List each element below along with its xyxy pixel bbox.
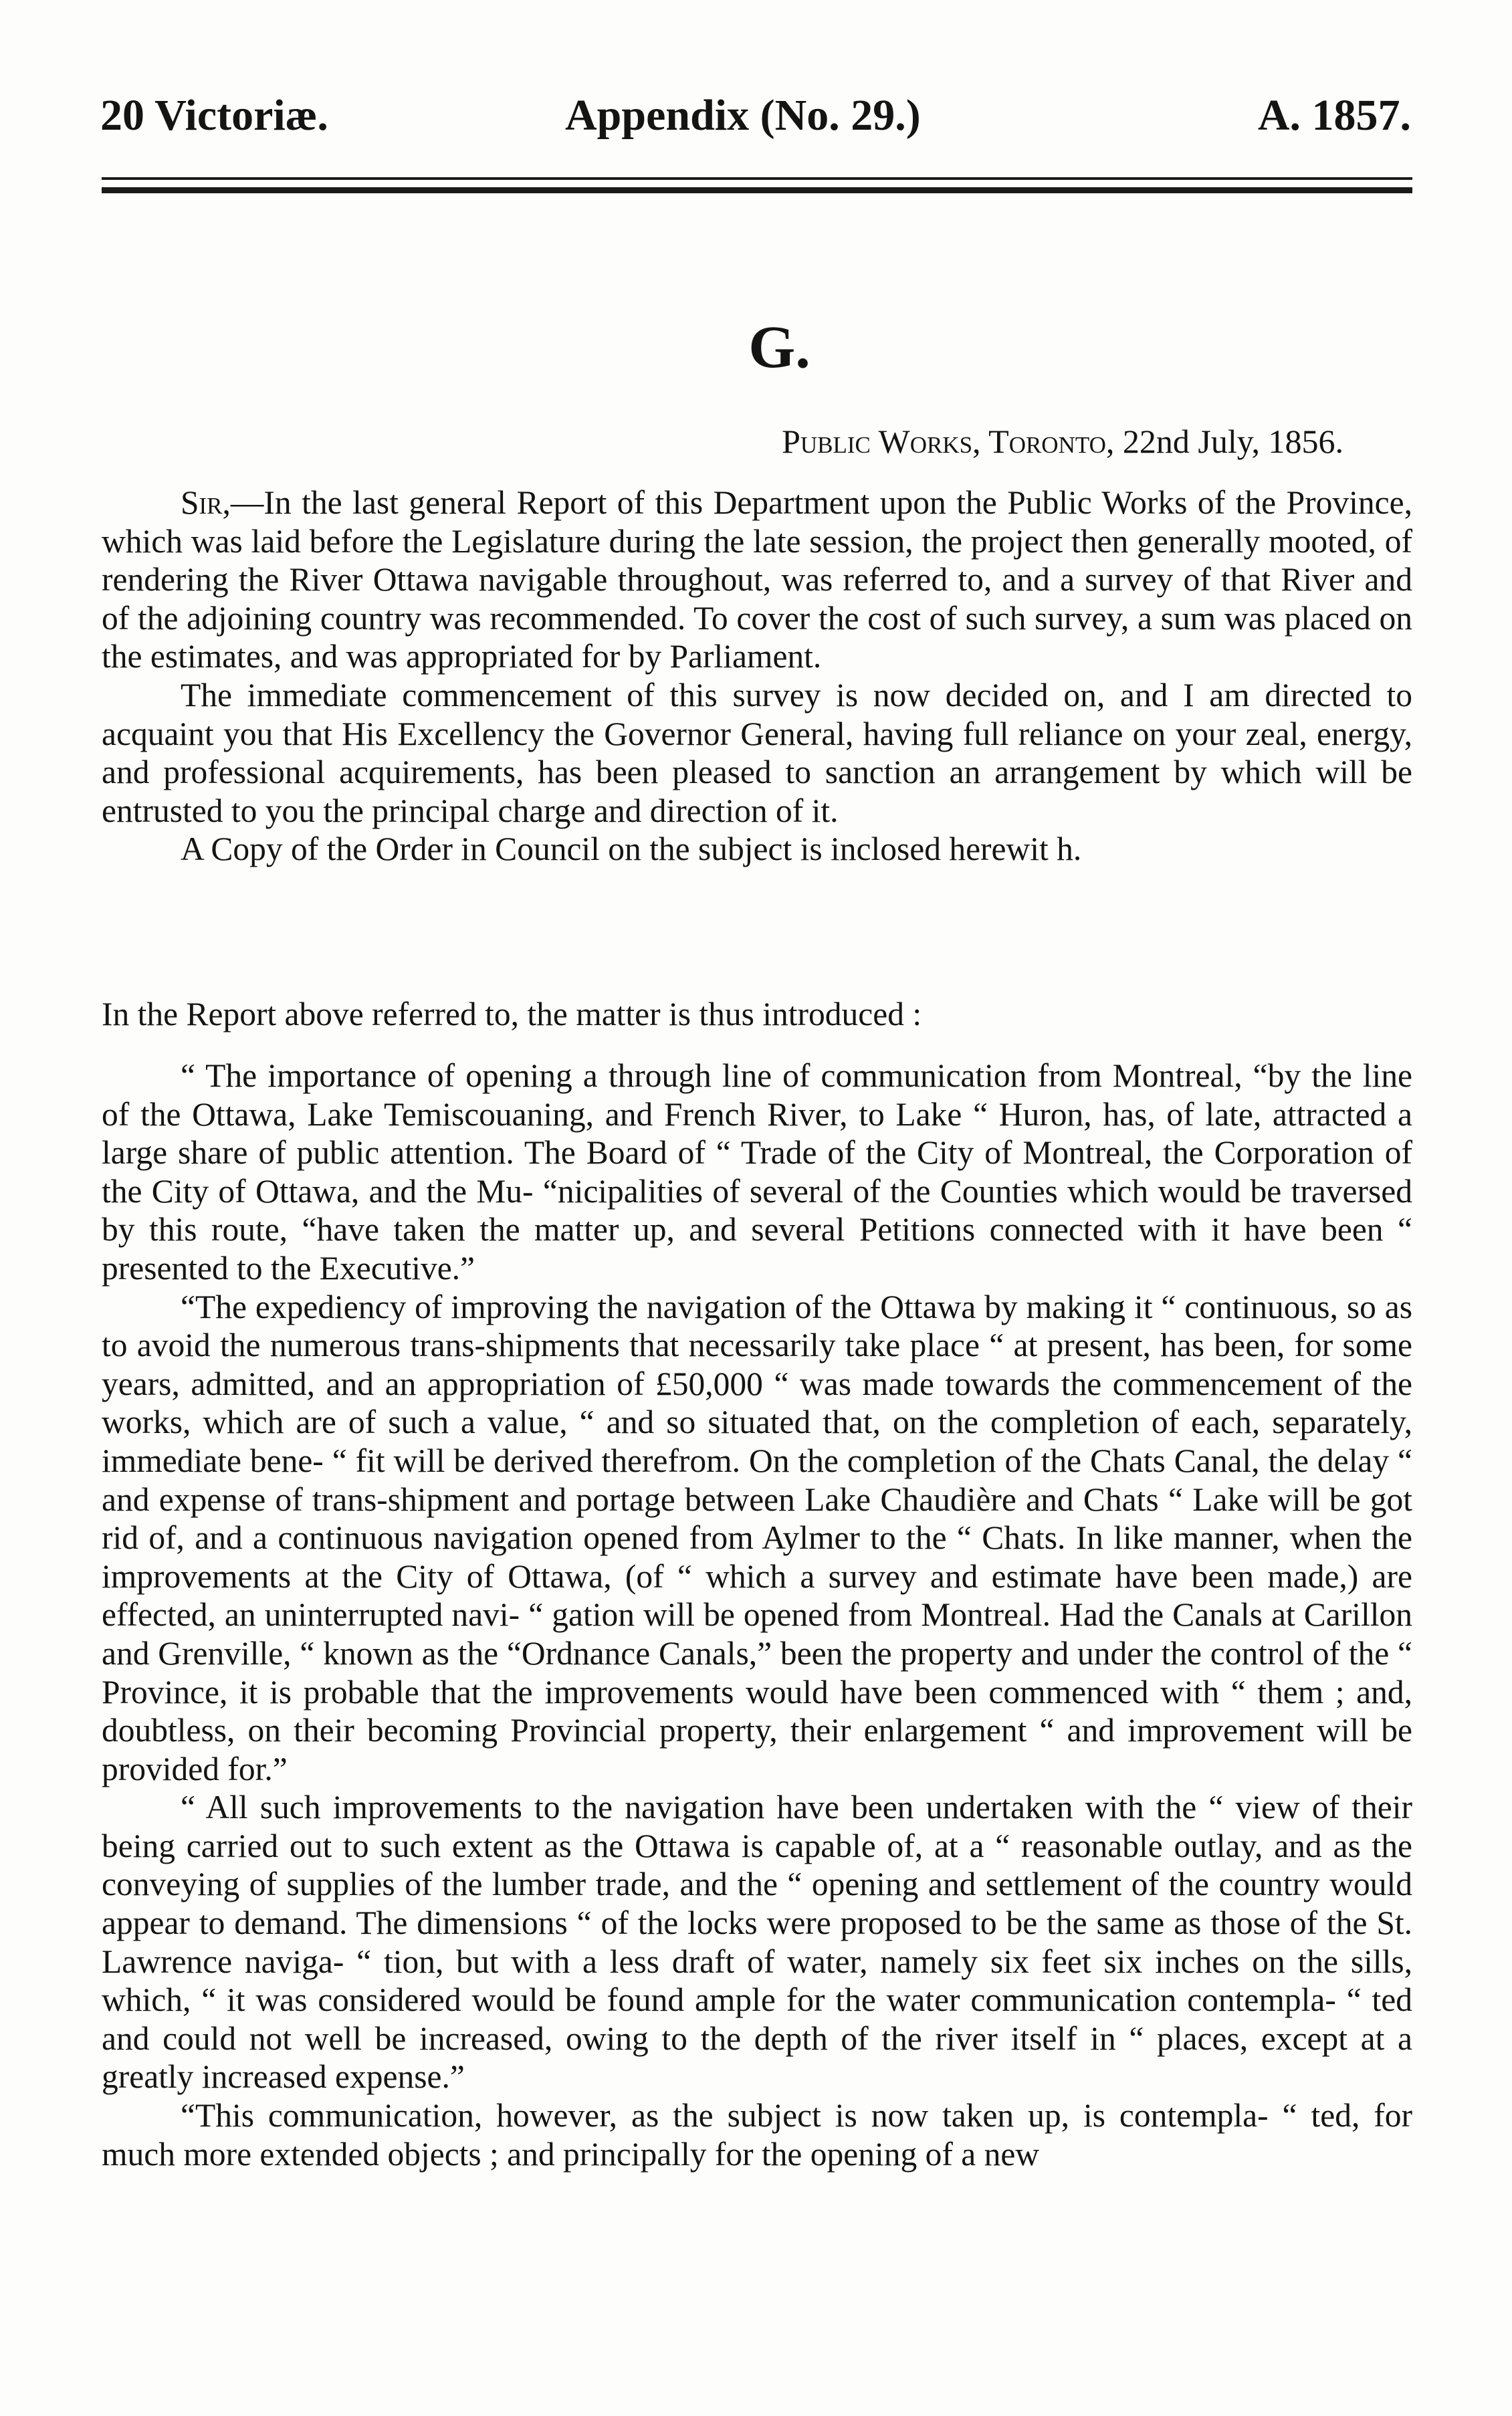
quote-paragraph: “ The importance of opening a through line of communication from Montreal, “by the line of the Ottawa, Lake Temiscouaning, and French River, to Lake “ Huron, has, of late, attracted a large share of public attention. The Board of “ Trade of the City of Montreal, the Corporation of the City of Ottawa, and the Mu- “nicipalities of several of the Counties which would be traversed by this route, “have taken the matter up, and several Petitions connected with it have been “ presented to the Executive.” <box>102 1057 1412 1287</box>
quote-paragraph: “This communication, however, as the subject is now taken up, is contempla- “ ted, for much more extended objects ; and principally for the opening of a new <box>102 2097 1412 2173</box>
letter-body <box>102 483 1412 869</box>
quote-paragraph: “ All such improvements to the navigation have been undertaken with the “ view of their being carried out to such extent as the Ottawa is capable of, at a “ reasonable outlay, and as the conveying of supplies of the lumber trade, and the “ opening and settlement of the country would appear to demand. The dimensions “ of the locks were proposed to be the same as those of the St. Lawrence naviga- “ tion, but with a less draft of water, namely six feet six inches on the sills, which, “ it was considered would be found ample for the water communication contempla- “ ted and could not well be increased, owing to the depth of the river itself in “ places, except at a greatly increased expense.” <box>102 1789 1412 2096</box>
letter-paragraph <box>102 483 1412 676</box>
dateline <box>782 418 1343 465</box>
paragraph-text: —In the last general Report of this Department upon the Public Works of the Province, which was laid before the Legislature during the late session, the project then generally mooted, of rendering the River Ottawa navigable throughout, was referred to, and a survey of that River and of the adjoining country was recommended. To cover the cost of such survey, a sum was placed on the estimates, and was appropriated for by Parliament. <box>102 484 1412 675</box>
running-head <box>100 86 1411 146</box>
header-appendix: Appendix (No. 29.) <box>565 91 921 140</box>
intro-paragraph: In the Report above referred to, the matter is thus introduced : <box>102 996 922 1032</box>
section-letter <box>0 311 1512 385</box>
header-rule-thick <box>102 187 1412 193</box>
dateline-place: Public Works, Toronto, <box>782 423 1115 460</box>
header-rule-thin <box>102 177 1412 180</box>
letter-paragraph: The immediate commencement of this survey is now decided on, and I am directed to acquaint you that His Excellency the Governor General, having full reliance on your zeal, energy, and professional acquirements, has been pleased to sanction an arrangement by which will be entrusted to you the principal charge and direction of it. <box>102 676 1412 829</box>
salutation: Sir, <box>181 484 231 521</box>
dateline-date: 22nd July, 1856. <box>1122 423 1343 460</box>
header-session: 20 Victoriæ. <box>100 91 328 140</box>
section-letter-text: G. <box>748 314 811 380</box>
quoted-report <box>102 1057 1412 2173</box>
header-year: A. 1857. <box>1257 91 1411 140</box>
quote-paragraph: “The expediency of improving the navigation of the Ottawa by making it “ continuous, so as to avoid the numerous trans-shipments that necessarily take place “ at present, has been, for some years, admitted, and an appropriation of £50,000 “ was made towards the commencement of the works, which are of such a value, “ and so situated that, on the completion of each, separately, immediate bene- “ fit will be derived therefrom. On the completion of the Chats Canal, the delay “ and expense of trans-shipment and portage between Lake Chaudière and Chats “ Lake will be got rid of, and a continuous navigation opened from Aylmer to the “ Chats. In like manner, when the improvements at the City of Ottawa, (of “ which a survey and estimate have been made,) are effected, an uninterrupted navi- “ gation will be opened from Montreal. Had the Canals at Carillon and Grenville, “ known as the “Ordnance Canals,” been the property and under the control of the “ Province, it is probable that the improvements would have been commenced with “ them ; and, doubtless, on their becoming Provincial property, their enlargement “ and improvement will be provided for.” <box>102 1288 1412 1787</box>
quote-intro <box>102 995 1412 1034</box>
letter-paragraph: A Copy of the Order in Council on the subject is inclosed herewit h. <box>181 831 1082 868</box>
